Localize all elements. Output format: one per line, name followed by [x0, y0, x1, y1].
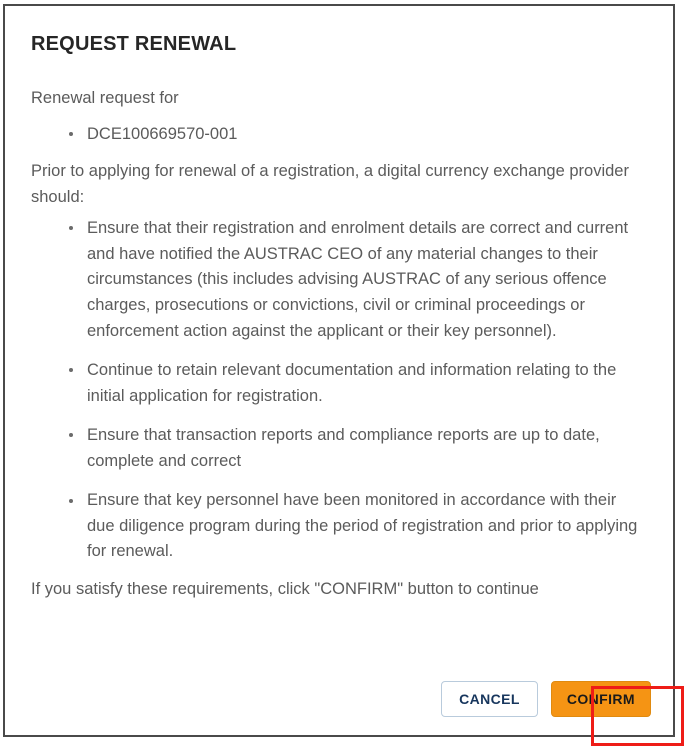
requirement-text: Ensure that transaction reports and compliance reports are up to date, complete and correct — [87, 426, 600, 470]
requirement-text: Ensure that their registration and enrolment details are correct and current and have notified the AUSTRAC CEO of any material changes to their circumstances (this includes advising AUSTRAC of any serious offence charges, prosecutions or convictions, civil or criminal proceedings or enforcement action against the applicant or their key personnel). — [87, 219, 629, 340]
dialog-footer — [5, 681, 673, 717]
dialog-content — [5, 6, 673, 603]
lead-paragraph: Prior to applying for renewal of a registration, a digital currency exchange provider should: — [31, 162, 629, 206]
intro-text: Renewal request for — [31, 89, 179, 107]
cancel-button[interactable]: CANCEL — [441, 681, 538, 717]
requirement-text: Continue to retain relevant documentation and information relating to the initial application for registration. — [87, 361, 617, 405]
confirm-button[interactable]: CONFIRM — [551, 681, 651, 717]
bullet-dot-icon — [69, 499, 73, 503]
requirements-list — [31, 216, 647, 565]
closing-paragraph: If you satisfy these requirements, click "CONFIRM" button to continue — [31, 580, 539, 598]
bullet-dot-icon — [69, 132, 73, 136]
list-item — [31, 216, 647, 344]
list-item — [31, 488, 647, 565]
list-item — [31, 423, 647, 474]
list-item — [31, 358, 647, 409]
page-title: REQUEST RENEWAL — [31, 33, 237, 55]
bullet-dot-icon — [69, 433, 73, 437]
list-item — [31, 122, 647, 148]
request-renewal-dialog — [3, 4, 675, 737]
registration-id-value: DCE100669570-001 — [87, 124, 238, 143]
registration-id-list — [31, 122, 647, 148]
bullet-dot-icon — [69, 226, 73, 230]
requirement-text: Ensure that key personnel have been monitored in accordance with their due diligence program during the period of registration and prior to applying for renewal. — [87, 491, 638, 561]
bullet-dot-icon — [69, 368, 73, 372]
